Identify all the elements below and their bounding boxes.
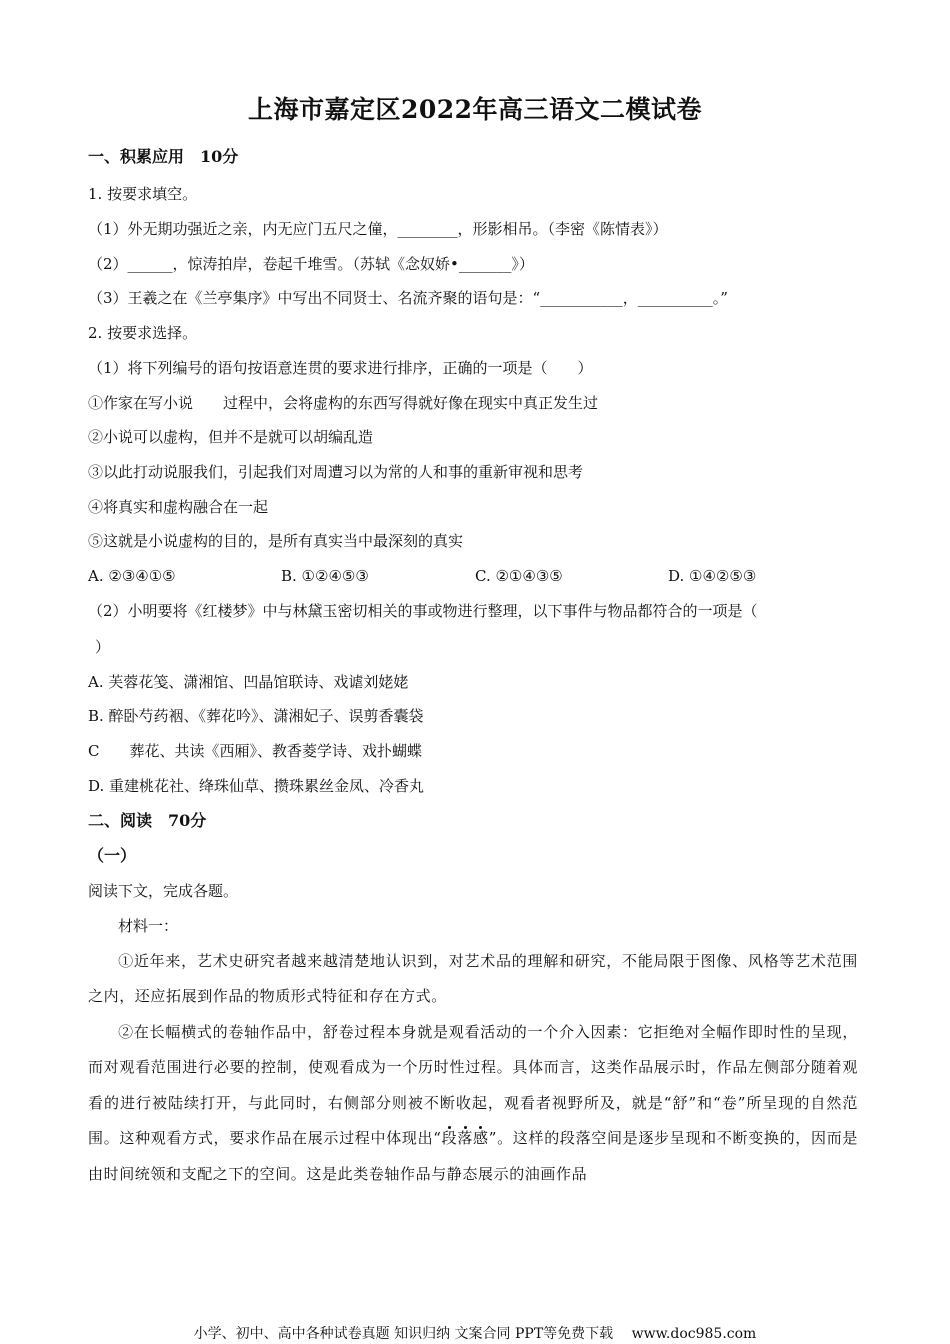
question-2-1: （1）将下列编号的语句按语意连贯的要求进行排序，正确的一项是（ ） — [88, 359, 593, 377]
emphasis-char: 落 — [457, 1129, 474, 1148]
choice-d: D. 重建桃花社、绛珠仙草、攒珠累丝金凤、冷香丸 — [88, 777, 425, 795]
paragraph-1-text: ①近年来，艺术史研究者越来越清楚地认识到，对艺术品的理解和研究，不能局限于图像、风格等艺术范围之内，还应拓展到作品的物质形式特征和存在方式。 — [88, 952, 858, 1006]
question-1-1: （1）外无期功强近之亲，内无应门五尺之僮，________，形影相吊。（李密《陈情表》） — [88, 220, 668, 238]
option-b: B. ①②④⑤③ — [281, 567, 369, 585]
page-title: 上海市嘉定区2022年高三语文二模试卷 — [247, 95, 703, 124]
choice-a: A. 芙蓉花笺、潇湘馆、凹晶馆联诗、戏谑刘姥姥 — [88, 673, 409, 691]
paragraph-2-text-after: ”。这样的段落空间是逐步呈现和不断变换的，因而是由时间统领和支配之下的空间。这是此类卷轴作品与静态展示的油画作品 — [88, 1129, 858, 1183]
section2-subheading: （一） — [88, 846, 137, 865]
section1-heading: 一、积累应用 10分 — [88, 147, 239, 166]
question-2: 2. 按要求选择。 — [88, 324, 198, 342]
paragraph-1 — [88, 944, 858, 1015]
page-footer: 小学、初中、高中各种试卷真题 知识归纳 文案合同 PPT等免费下载 www.doc985.com — [193, 1326, 757, 1342]
material-label: 材料一： — [118, 917, 179, 935]
choice-c: C 葬花、共读《西厢》、教香菱学诗、戏扑蝴蝶 — [88, 742, 422, 760]
emphasis-char: 感 — [473, 1129, 489, 1148]
option-d: D. ①④②⑤③ — [668, 567, 757, 585]
question-2-2-paren: ） — [95, 638, 111, 656]
question-1-2: （2）______，惊涛拍岸，卷起千堆雪。（苏轼《念奴娇•_______》） — [88, 255, 534, 273]
section2-heading: 二、阅读 70分 — [88, 811, 207, 830]
sentence-2: ②小说可以虚构，但并不是就可以胡编乱造 — [88, 428, 374, 446]
question-1: 1. 按要求填空。 — [88, 185, 198, 203]
reading-instruction: 阅读下文，完成各题。 — [88, 882, 239, 900]
option-c: C. ②①④③⑤ — [475, 567, 563, 585]
emphasis-dotted-text — [442, 1129, 489, 1147]
sentence-4: ④将真实和虚构融合在一起 — [88, 498, 269, 516]
option-a: A. ②③④①⑤ — [88, 567, 176, 585]
question-1-3: （3）王羲之在《兰亭集序》中写出不同贤士、名流齐聚的语句是：“___________，__________。” — [88, 289, 728, 307]
paragraph-2 — [88, 1015, 858, 1192]
question-2-2: （2）小明要将《红楼梦》中与林黛玉密切相关的事或物进行整理，以下事件与物品都符合的一项是（ — [88, 602, 758, 620]
sentence-1: ①作家在写小说 过程中，会将虚构的东西写得就好像在现实中真正发生过 — [88, 394, 599, 412]
paragraph-2-text-before: ②在长幅横式的卷轴作品中，舒卷过程本身就是观看活动的一个介入因素：它拒绝对全幅作即时性的呈现，而对观看范围进行必要的控制，使观看成为一个历时性过程。具体而言，这类作品展示时，作品左侧部分随着观看的进行被陆续打开，与此同时，右侧部分则被不断收起，观看者视野所及，就是“舒”和“卷”所呈现的自然范围。这种观看方式，要求作品在展示过程中体现出“ — [88, 1023, 858, 1148]
choice-b: B. 醉卧芍药裀、《葬花吟》、潇湘妃子、误剪香囊袋 — [88, 707, 424, 725]
emphasis-char: 段 — [441, 1129, 458, 1148]
sentence-5: ⑤这就是小说虚构的目的，是所有真实当中最深刻的真实 — [88, 532, 464, 550]
sentence-3: ③以此打动说服我们，引起我们对周遭习以为常的人和事的重新审视和思考 — [88, 463, 584, 481]
